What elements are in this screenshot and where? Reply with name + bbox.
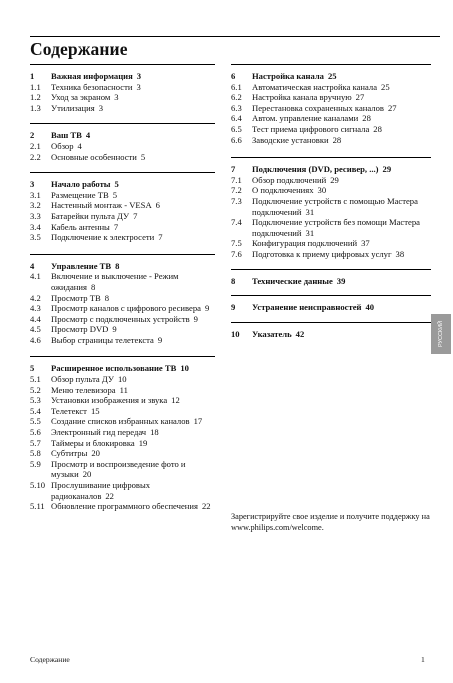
toc-entry-title xyxy=(51,363,215,374)
toc-subsection-entry[interactable] xyxy=(30,448,215,459)
section-rule xyxy=(30,64,215,65)
toc-entry-text: Просмотр с подключенных устройств xyxy=(51,313,190,324)
section-rule xyxy=(30,123,215,124)
toc-entry-number: 7.6 xyxy=(231,248,242,259)
toc-section xyxy=(30,172,215,243)
toc-section xyxy=(231,157,431,259)
toc-entry-number: 6.2 xyxy=(231,92,242,103)
toc-entry-title xyxy=(252,124,431,135)
toc-entry-number: 2.1 xyxy=(30,140,41,151)
toc-entry-title xyxy=(51,335,215,346)
toc-entry-page: 10 xyxy=(180,363,189,374)
page-title: Содержание xyxy=(30,39,128,59)
toc-entry-page: 28 xyxy=(362,113,371,124)
toc-entry-title xyxy=(51,293,215,304)
toc-entry-title xyxy=(51,200,215,211)
toc-entry-number: 5.7 xyxy=(30,437,41,448)
toc-entry-text: Обновление программного обеспечения xyxy=(51,501,198,512)
toc-entry-number: 2 xyxy=(30,130,35,141)
toc-entry-page: 9 xyxy=(112,324,117,335)
toc-entry-page: 25 xyxy=(327,71,337,81)
toc-subsection-entry[interactable] xyxy=(231,196,431,217)
title-rule xyxy=(30,36,440,37)
toc-entry-text: Обзор подключений xyxy=(252,174,327,185)
language-tab xyxy=(431,314,451,354)
toc-entry-title xyxy=(51,71,215,82)
toc-entry-text: Тест приема цифрового сигнала xyxy=(252,123,370,134)
toc-entry-title xyxy=(51,385,215,396)
toc-section xyxy=(30,64,215,113)
toc-entry-text: Меню телевизора xyxy=(51,384,116,395)
toc-entry-title xyxy=(252,238,431,249)
toc-entry-page: 38 xyxy=(395,248,405,259)
toc-entry-page: 20 xyxy=(82,469,92,480)
toc-entry-number: 3.4 xyxy=(30,221,41,232)
toc-entry-number: 6.1 xyxy=(231,81,242,92)
toc-entry-page: 5 xyxy=(140,151,146,162)
toc-entry-number: 7.4 xyxy=(231,217,242,228)
toc-entry-title xyxy=(51,480,215,501)
toc-subsection-entry[interactable] xyxy=(231,238,431,249)
toc-entry-text: О подключениях xyxy=(252,185,314,196)
toc-entry-number: 3.2 xyxy=(30,200,41,211)
toc-entry-page: 10 xyxy=(117,374,127,385)
toc-entry-title xyxy=(252,196,431,217)
toc-entry-page: 29 xyxy=(382,164,392,175)
toc-column-left xyxy=(30,64,215,512)
toc-entry-number: 4.3 xyxy=(30,303,41,314)
toc-subsection-entry[interactable] xyxy=(30,395,215,406)
toc-entry-text: Подготовка к приему цифровых услуг xyxy=(252,248,392,259)
toc-entry-number: 4.4 xyxy=(30,313,41,324)
toc-entry-title xyxy=(252,175,431,186)
toc-entry-number: 4.5 xyxy=(30,324,41,335)
toc-entry-text: Подключение устройств с помощью Мастера подключений xyxy=(252,195,418,217)
toc-entry-text: Техника безопасности xyxy=(51,81,133,92)
toc-entry-number: 7 xyxy=(231,164,236,175)
toc-entry-page: 8 xyxy=(90,281,96,292)
toc-entry-title xyxy=(51,222,215,233)
toc-entry-page: 5 xyxy=(112,189,117,200)
toc-entry-text: Размещение ТВ xyxy=(51,189,109,200)
toc-entry-title xyxy=(51,501,215,512)
toc-entry-number: 5.3 xyxy=(30,395,41,406)
toc-entry-title xyxy=(51,141,215,152)
toc-subsection-entry[interactable] xyxy=(30,314,215,325)
toc-entry-number: 6.3 xyxy=(231,102,242,113)
toc-entry-number: 3.1 xyxy=(30,189,41,200)
toc-subsection-entry[interactable] xyxy=(231,135,431,146)
toc-entry-page: 7 xyxy=(133,210,138,221)
toc-entry-text: Создание списков избранных каналов xyxy=(51,416,190,427)
toc-entry-page: 5 xyxy=(114,179,119,190)
toc-subsection-entry[interactable] xyxy=(30,335,215,346)
toc-entry-title xyxy=(252,329,431,340)
toc-entry-title xyxy=(51,152,215,163)
toc-entry-page: 6 xyxy=(155,200,160,211)
toc-entry-title xyxy=(51,92,215,103)
toc-entry-text: Важная информация xyxy=(51,71,133,81)
toc-entry-number: 5.10 xyxy=(30,480,46,490)
toc-entry-text: Телетекст xyxy=(51,405,87,416)
toc-entry-page: 11 xyxy=(119,384,128,395)
toc-subsection-entry[interactable] xyxy=(231,82,431,93)
toc-entry-title xyxy=(51,82,215,93)
toc-entry-page: 29 xyxy=(330,174,339,185)
toc-entry-number: 3.3 xyxy=(30,210,41,221)
toc-entry-title xyxy=(51,190,215,201)
toc-subsection-entry[interactable] xyxy=(30,438,215,449)
toc-entry-text: Обзор xyxy=(51,140,74,151)
toc-entry-page: 31 xyxy=(305,206,315,217)
toc-entry-title xyxy=(51,427,215,438)
toc-subsection-entry[interactable] xyxy=(30,406,215,417)
section-rule xyxy=(231,295,431,296)
toc-entry-text: Основные особенности xyxy=(51,151,137,162)
toc-entry-text: Подключения (DVD, ресивер, ...) xyxy=(252,164,379,175)
toc-entry-title xyxy=(51,130,215,141)
toc-entry-title xyxy=(51,303,215,314)
toc-entry-text: Ваш ТВ xyxy=(51,130,82,141)
toc-entry-title xyxy=(51,211,215,222)
toc-entry-page: 9 xyxy=(204,303,210,314)
toc-entry-page: 25 xyxy=(381,81,390,92)
toc-entry-title xyxy=(51,406,215,417)
toc-subsection-entry[interactable] xyxy=(231,113,431,124)
section-rule xyxy=(30,172,215,173)
toc-section xyxy=(30,123,215,162)
toc-subsection-entry[interactable] xyxy=(30,427,215,438)
toc-entry-text: Настенный монтаж - VESA xyxy=(51,200,152,211)
toc-entry-page: 30 xyxy=(317,185,327,196)
toc-entry-title xyxy=(51,448,215,459)
toc-entry-number: 4 xyxy=(30,260,35,271)
toc-entry-page: 20 xyxy=(91,448,100,459)
toc-entry-number: 7.5 xyxy=(231,238,242,249)
toc-entry-text: Субтитры xyxy=(51,448,88,459)
toc-entry-number: 5.8 xyxy=(30,448,41,459)
toc-entry-page: 9 xyxy=(193,313,198,324)
toc-entry-page: 27 xyxy=(387,102,397,113)
toc-entry-title xyxy=(252,71,431,82)
toc-section xyxy=(231,64,431,145)
toc-entry-number: 7.2 xyxy=(231,185,242,196)
toc-entry-page: 39 xyxy=(336,275,346,286)
toc-entry-text: Уход за экраном xyxy=(51,92,111,103)
toc-subsection-entry[interactable] xyxy=(30,152,215,163)
toc-entry-text: Обзор пульта ДУ xyxy=(51,374,114,385)
toc-entry-page: 18 xyxy=(150,427,159,438)
toc-entry-title xyxy=(51,271,215,292)
toc-entry-text: Расширенное использование ТВ xyxy=(51,363,177,374)
toc-subsection-entry[interactable] xyxy=(30,141,215,152)
toc-entry-number: 5.6 xyxy=(30,427,41,438)
toc-entry-text: Выбор страницы телетекста xyxy=(51,334,154,345)
language-tab-label: РУССКИЙ xyxy=(438,320,445,348)
toc-entry-text: Кабель антенны xyxy=(51,221,110,232)
toc-entry-title xyxy=(252,185,431,196)
toc-chapter-entry[interactable] xyxy=(231,329,431,340)
toc-entry-text: Просмотр ТВ xyxy=(51,292,101,303)
toc-entry-title xyxy=(252,249,431,260)
toc-entry-number: 1.1 xyxy=(30,81,41,92)
toc-entry-number: 7.3 xyxy=(231,195,242,206)
toc-entry-title xyxy=(252,302,431,313)
toc-entry-number: 6.5 xyxy=(231,123,242,134)
section-rule xyxy=(231,269,431,270)
toc-subsection-entry[interactable] xyxy=(231,249,431,260)
toc-entry-text: Таймеры и блокировка xyxy=(51,437,135,448)
toc-column-right xyxy=(231,64,431,339)
toc-entry-title xyxy=(51,261,215,272)
toc-entry-text: Просмотр каналов с цифрового ресивера xyxy=(51,303,201,314)
toc-entry-title xyxy=(51,374,215,385)
toc-entry-page: 15 xyxy=(90,405,100,416)
toc-entry-page: 31 xyxy=(305,227,315,238)
toc-entry-title xyxy=(252,103,431,114)
toc-entry-page: 37 xyxy=(361,238,370,249)
toc-entry-title xyxy=(51,103,215,114)
toc-entry-number: 3 xyxy=(30,179,35,190)
toc-entry-number: 7.1 xyxy=(231,174,242,185)
toc-chapter-entry[interactable] xyxy=(231,276,431,287)
toc-section xyxy=(30,356,215,511)
toc-section xyxy=(231,269,431,287)
toc-entry-number: 5.2 xyxy=(30,384,41,395)
toc-entry-number: 9 xyxy=(231,302,236,313)
toc-entry-page: 7 xyxy=(113,221,119,232)
toc-entry-page: 9 xyxy=(157,334,163,345)
toc-entry-text: Заводские установки xyxy=(252,134,329,145)
toc-entry-title xyxy=(252,113,431,124)
toc-entry-text: Установки изображения и звука xyxy=(51,395,168,406)
toc-subsection-entry[interactable] xyxy=(30,480,215,501)
toc-entry-number: 4.2 xyxy=(30,292,41,303)
toc-subsection-entry[interactable] xyxy=(231,92,431,103)
toc-chapter-entry[interactable] xyxy=(30,130,215,141)
toc-entry-page: 28 xyxy=(332,134,342,145)
toc-entry-title xyxy=(51,459,215,480)
toc-entry-page: 3 xyxy=(136,81,141,92)
toc-subsection-entry[interactable] xyxy=(30,459,215,480)
toc-entry-text: Автом. управление каналами xyxy=(252,113,359,124)
toc-subsection-entry[interactable] xyxy=(231,217,431,238)
toc-entry-title xyxy=(252,276,431,287)
toc-entry-text: Утилизация xyxy=(51,102,95,113)
toc-entry-number: 5.9 xyxy=(30,458,41,469)
toc-entry-number: 1.3 xyxy=(30,102,41,113)
toc-entry-page: 19 xyxy=(138,437,148,448)
toc-entry-page: 3 xyxy=(136,71,142,81)
toc-entry-number: 6.6 xyxy=(231,134,242,145)
toc-entry-page: 3 xyxy=(98,102,103,113)
toc-section xyxy=(231,295,431,313)
toc-entry-page: 4 xyxy=(77,140,82,151)
toc-subsection-entry[interactable] xyxy=(30,190,215,201)
toc-section xyxy=(30,254,215,346)
toc-entry-text: Прослушивание цифровых радиоканалов xyxy=(51,480,151,501)
toc-entry-number: 5 xyxy=(30,363,35,374)
toc-entry-number: 3.5 xyxy=(30,232,41,243)
toc-section xyxy=(231,322,431,340)
toc-entry-number: 5.1 xyxy=(30,374,41,385)
toc-subsection-entry[interactable] xyxy=(30,222,215,233)
toc-entry-text: Электронный гид передач xyxy=(51,427,147,438)
toc-entry-text: Перестановка сохраненных каналов xyxy=(252,102,384,113)
toc-entry-text: Батарейки пульта ДУ xyxy=(51,210,130,221)
toc-entry-text: Настройка канала вручную xyxy=(252,92,352,103)
toc-entry-text: Подключение устройств без помощи Мастера подключений xyxy=(252,217,420,238)
toc-entry-page: 12 xyxy=(171,395,180,406)
toc-entry-page: 7 xyxy=(158,232,163,243)
toc-subsection-entry[interactable] xyxy=(30,416,215,427)
toc-entry-text: Настройка канала xyxy=(252,71,324,81)
toc-entry-number: 5.5 xyxy=(30,416,41,427)
toc-entry-title xyxy=(252,164,431,175)
toc-entry-number: 10 xyxy=(231,328,240,339)
toc-entry-title xyxy=(252,217,431,238)
toc-chapter-entry[interactable] xyxy=(30,71,215,82)
toc-subsection-entry[interactable] xyxy=(30,271,215,292)
toc-subsection-entry[interactable] xyxy=(231,185,431,196)
toc-entry-text: Устранение неисправностей xyxy=(252,302,362,313)
toc-subsection-entry[interactable] xyxy=(30,92,215,103)
toc-entry-title xyxy=(51,438,215,449)
toc-entry-title xyxy=(252,92,431,103)
toc-entry-number: 4.6 xyxy=(30,334,41,345)
section-rule xyxy=(30,356,215,357)
toc-entry-page: 17 xyxy=(193,416,203,427)
toc-subsection-entry[interactable] xyxy=(30,232,215,243)
toc-entry-text: Конфигурация подключений xyxy=(252,238,358,249)
toc-entry-text: Просмотр и воспроизведение фото и музыки xyxy=(51,458,186,480)
toc-subsection-entry[interactable] xyxy=(30,82,215,93)
toc-entry-title xyxy=(51,314,215,325)
toc-entry-title xyxy=(252,82,431,93)
toc-subsection-entry[interactable] xyxy=(30,374,215,385)
toc-entry-page: 27 xyxy=(355,92,365,103)
toc-entry-text: Включение и выключение - Режим ожидания xyxy=(51,271,179,292)
toc-chapter-entry[interactable] xyxy=(30,179,215,190)
toc-entry-number: 1 xyxy=(30,71,35,81)
toc-subsection-entry[interactable] xyxy=(30,293,215,304)
section-rule xyxy=(231,322,431,323)
toc-entry-page: 22 xyxy=(105,490,114,501)
toc-subsection-entry[interactable] xyxy=(231,175,431,186)
toc-subsection-entry[interactable] xyxy=(30,385,215,396)
toc-entry-text: Автоматическая настройка канала xyxy=(252,81,378,92)
toc-chapter-entry[interactable] xyxy=(231,71,431,82)
toc-entry-text: Подключение к электросети xyxy=(51,232,155,243)
toc-entry-text: Технические данные xyxy=(252,275,333,286)
toc-entry-title xyxy=(252,135,431,146)
toc-chapter-entry[interactable] xyxy=(231,164,431,175)
toc-entry-text: Просмотр DVD xyxy=(51,324,109,335)
toc-entry-page: 8 xyxy=(104,292,110,303)
toc-subsection-entry[interactable] xyxy=(30,103,215,114)
toc-entry-page: 42 xyxy=(295,328,305,339)
toc-entry-text: Начало работы xyxy=(51,179,111,190)
toc-entry-number: 6.4 xyxy=(231,113,242,124)
toc-entry-title xyxy=(51,416,215,427)
toc-entry-page: 40 xyxy=(365,302,375,313)
toc-entry-title xyxy=(51,395,215,406)
toc-subsection-entry[interactable] xyxy=(231,103,431,114)
section-rule xyxy=(30,254,215,255)
toc-entry-number: 5.11 xyxy=(30,501,45,512)
toc-subsection-entry[interactable] xyxy=(30,324,215,335)
toc-entry-page: 4 xyxy=(85,130,91,141)
footer-section-name: Содержание xyxy=(30,655,70,664)
toc-entry-number: 8 xyxy=(231,275,236,286)
toc-subsection-entry[interactable] xyxy=(30,200,215,211)
toc-subsection-entry[interactable] xyxy=(30,303,215,314)
section-rule xyxy=(231,157,431,158)
toc-subsection-entry[interactable] xyxy=(30,211,215,222)
toc-chapter-entry[interactable] xyxy=(30,363,215,374)
toc-entry-text: Указатель xyxy=(252,328,292,339)
toc-entry-page: 28 xyxy=(373,123,382,134)
toc-entry-page: 8 xyxy=(115,260,120,271)
toc-entry-text: Управление ТВ xyxy=(51,260,112,271)
toc-entry-page: 22 xyxy=(201,501,211,512)
footer-page-number: 1 xyxy=(421,655,425,664)
toc-entry-title xyxy=(51,232,215,243)
toc-entry-number: 1.2 xyxy=(30,92,41,103)
toc-entry-title xyxy=(51,179,215,190)
toc-entry-title xyxy=(51,324,215,335)
toc-entry-number: 5.4 xyxy=(30,405,41,416)
toc-entry-page: 3 xyxy=(114,92,119,103)
toc-entry-number: 4.1 xyxy=(30,271,41,282)
toc-entry-number: 2.2 xyxy=(30,151,41,162)
registration-note: Зарегистрируйте свое изделие и получите поддержку на www.philips.com/welcome. xyxy=(231,512,430,532)
toc-subsection-entry[interactable] xyxy=(30,501,215,512)
toc-chapter-entry[interactable] xyxy=(30,261,215,272)
section-rule xyxy=(231,64,431,65)
toc-subsection-entry[interactable] xyxy=(231,124,431,135)
toc-entry-number: 6 xyxy=(231,71,236,81)
toc-chapter-entry[interactable] xyxy=(231,302,431,313)
